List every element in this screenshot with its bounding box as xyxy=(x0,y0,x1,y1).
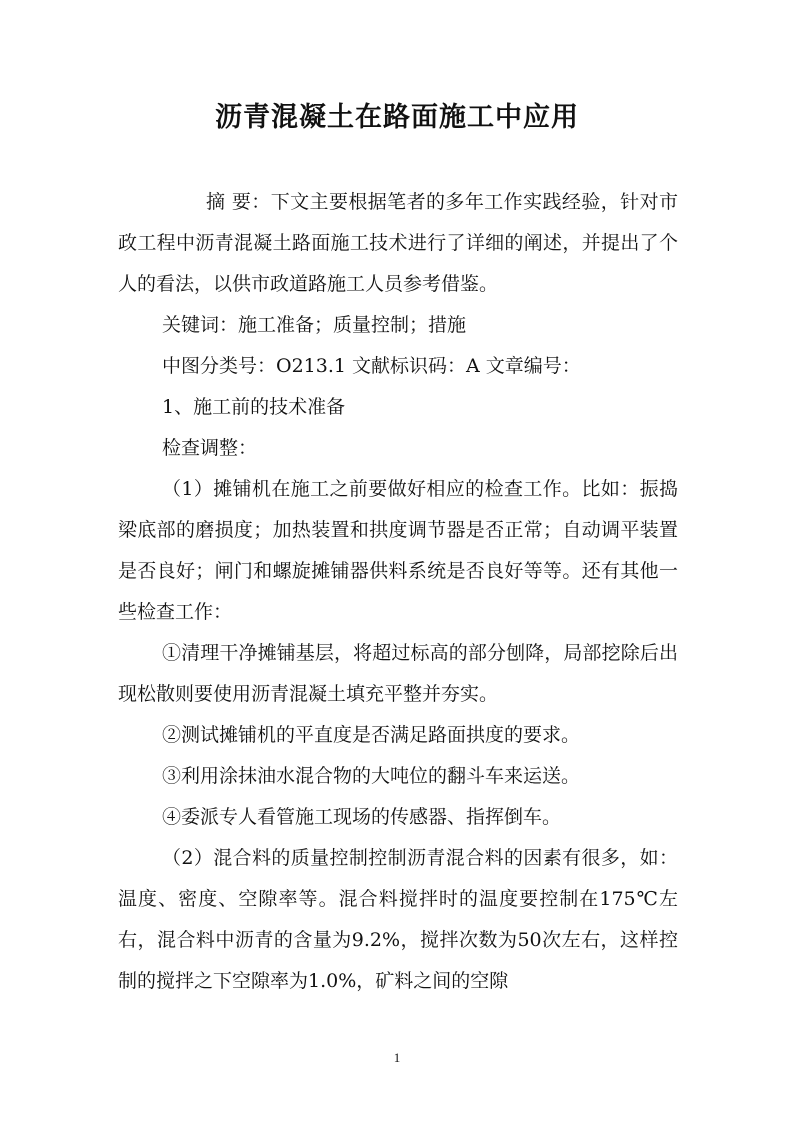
subsection-heading: 检查调整： xyxy=(162,437,258,459)
list-item: ①清理干净摊铺基层，将超过标高的部分刨降，局部挖除后出现松散则要使用沥青混凝土填充平整并夯实。 xyxy=(118,642,678,705)
body-paragraph: （1）摊铺机在施工之前要做好相应的检查工作。比如：振捣梁底部的磨损度；加热装置和拱度调节器是否正常；自动调平装置是否良好；闸门和螺旋摊铺器供料系统是否良好等等。还有其他一些检查工作： xyxy=(118,478,678,623)
document-title: 沥青混凝土在路面施工中应用 xyxy=(215,102,579,133)
list-item: ③利用涂抹油水混合物的大吨位的翻斗车来运送。 xyxy=(162,765,581,787)
body-paragraph: （2）混合料的质量控制控制沥青混合料的因素有很多，如：温度、密度、空隙率等。混合料搅拌时的温度要控制在175℃左右，混合料中沥青的含量为9.2%，搅拌次数为50次左右，这样控制的搅拌之下空隙率为1.0%，矿料之间的空隙 xyxy=(118,847,678,992)
document-body xyxy=(118,182,678,1002)
keywords-paragraph: 关键词：施工准备；质量控制；措施 xyxy=(162,314,467,336)
section-heading: 1、施工前的技术准备 xyxy=(162,396,346,418)
classification-paragraph: 中图分类号：O213.1 文献标识码：A 文章编号： xyxy=(162,355,581,377)
abstract-paragraph: 摘 要：下文主要根据笔者的多年工作实践经验，针对市政工程中沥青混凝土路面施工技术进行了详细的阐述，并提出了个人的看法，以供市政道路施工人员参考借鉴。 xyxy=(118,191,678,295)
page-number: 1 xyxy=(393,1050,401,1065)
list-item: ④委派专人看管施工现场的传感器、指挥倒车。 xyxy=(162,806,562,828)
list-item: ②测试摊铺机的平直度是否满足路面拱度的要求。 xyxy=(162,724,581,746)
